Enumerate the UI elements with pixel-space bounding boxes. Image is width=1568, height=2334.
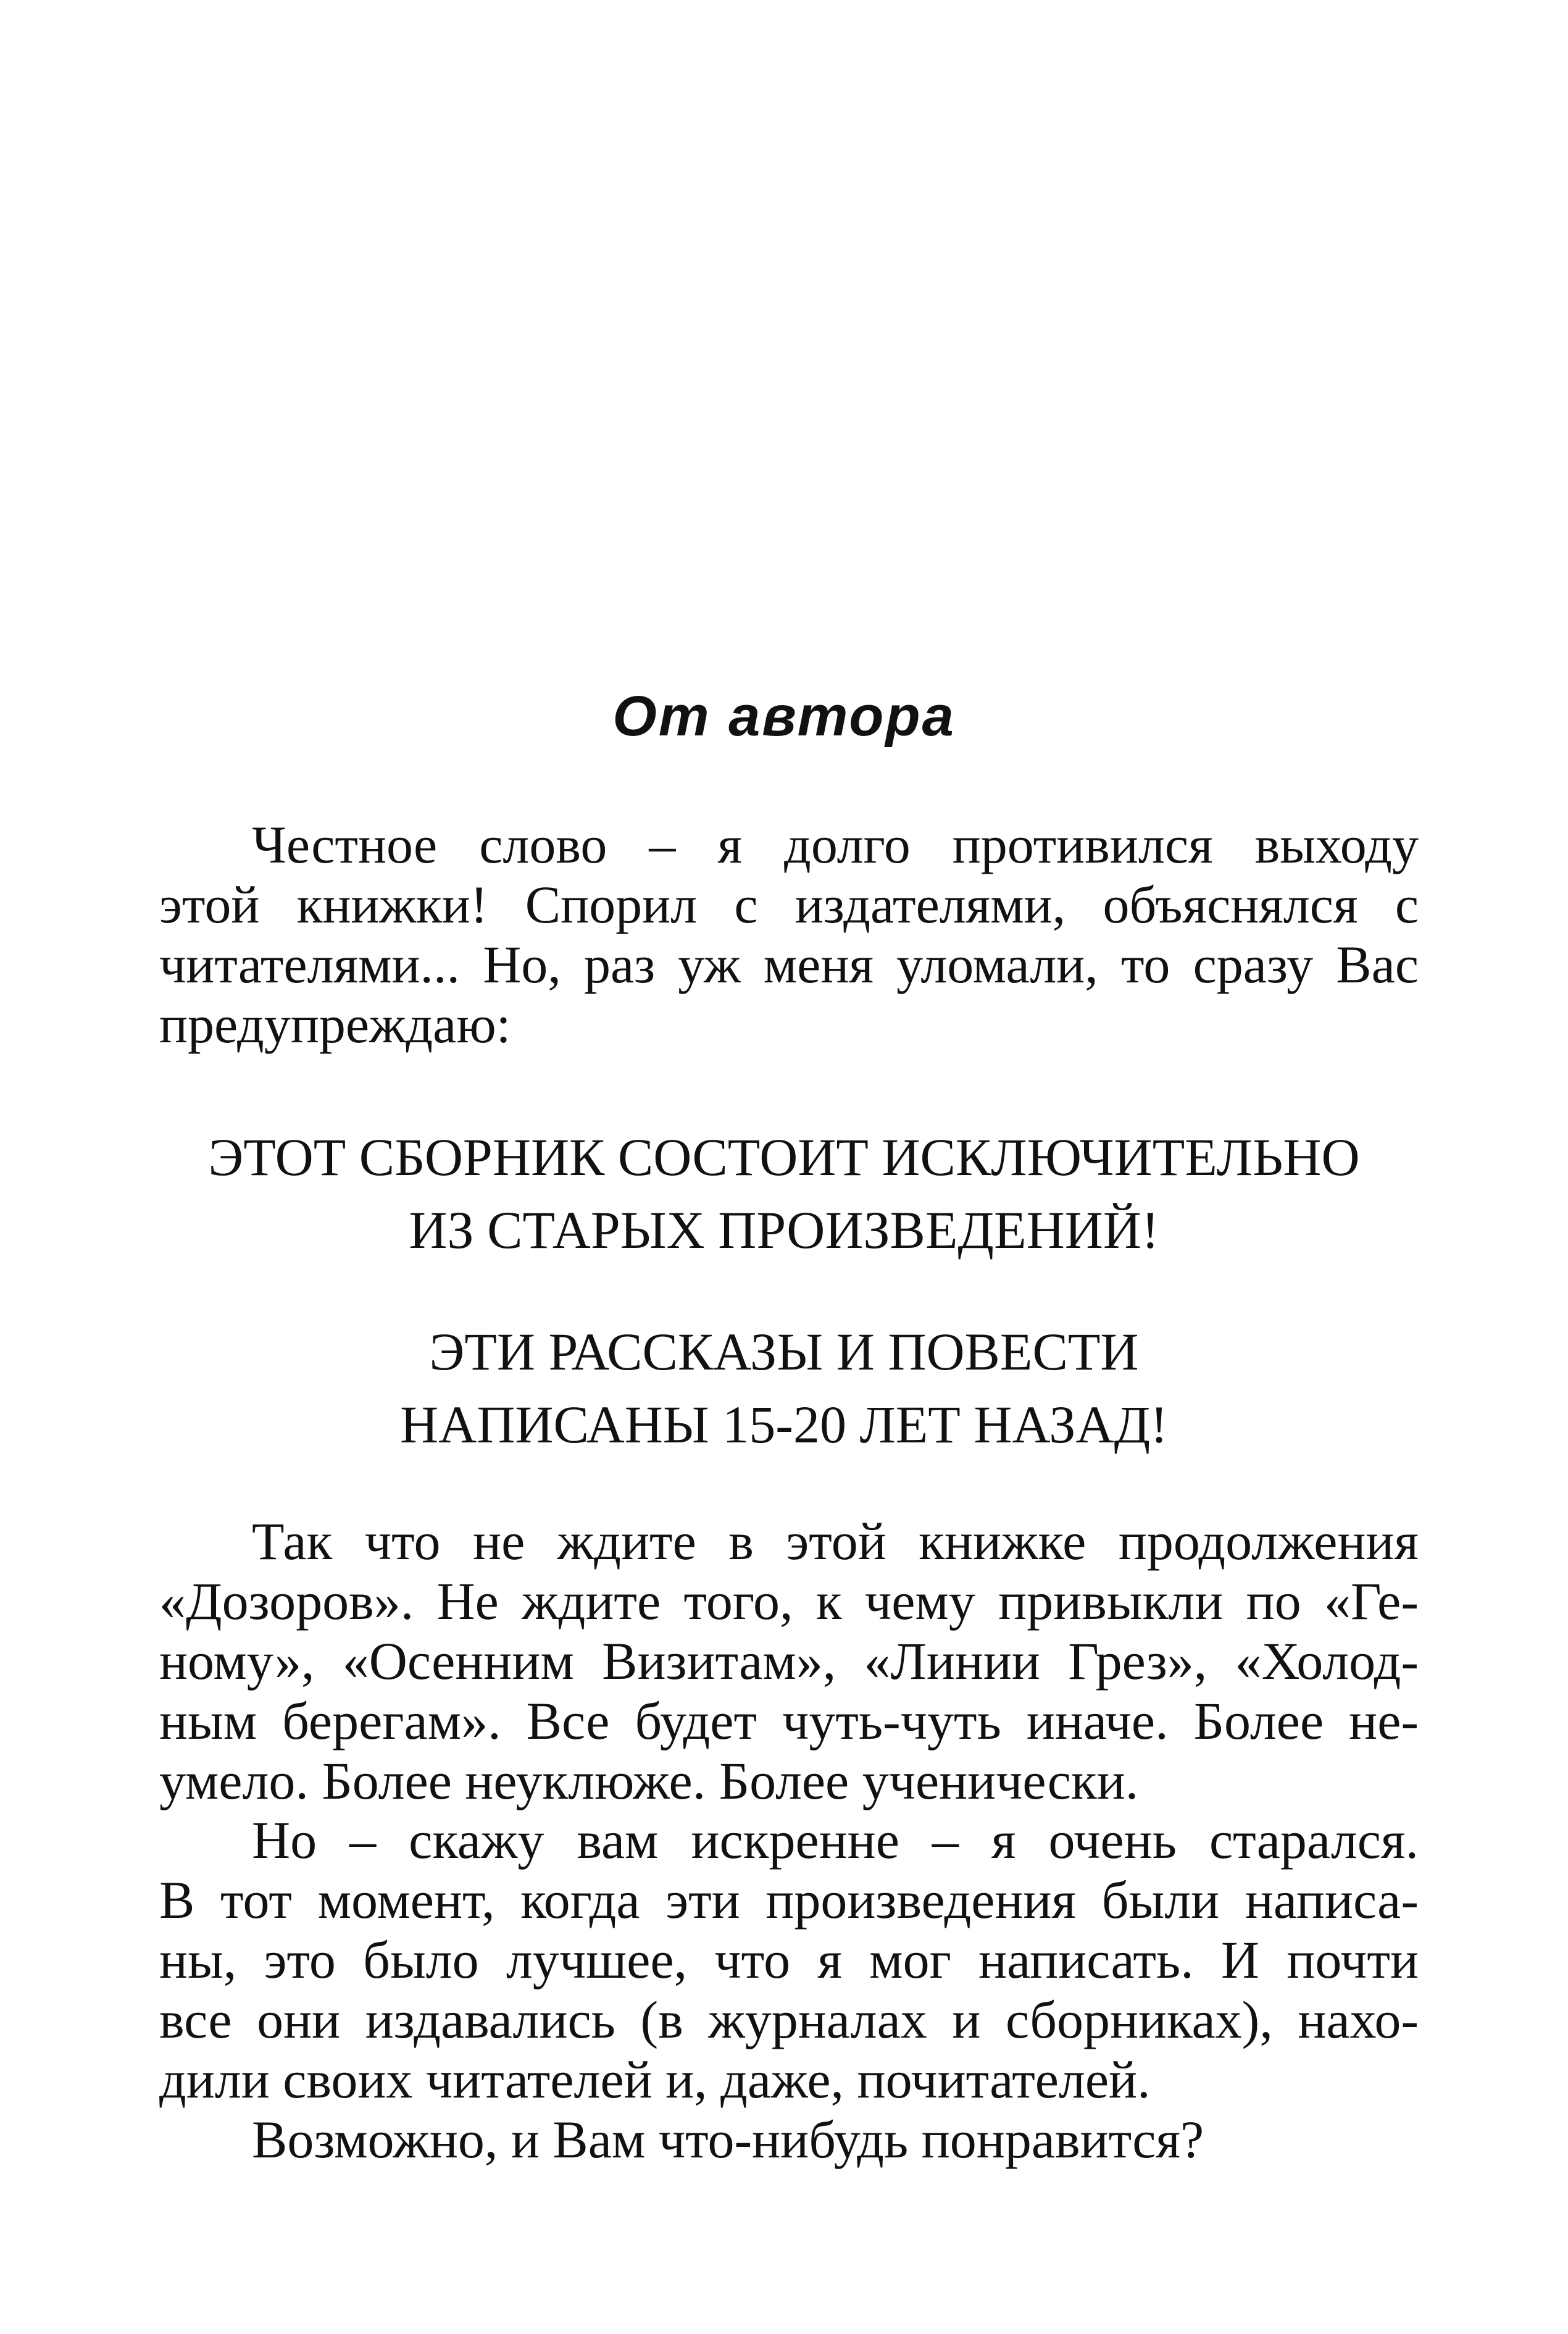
section-heading: От автора — [612, 685, 956, 748]
intro-line: предупреждаю: — [159, 995, 511, 1054]
expectations-paragraph — [159, 1512, 1419, 1811]
closing-line: Возможно, и Вам что-нибудь понравится? — [252, 2110, 1204, 2169]
paragraph-line: «Дозоров». Не ждите того, к чему привыкли по «Ге- — [159, 1571, 1419, 1631]
closing-paragraph — [159, 2110, 1419, 2170]
paragraph-line: ны, это было лучшее, что я мог написать. И почти — [159, 1930, 1419, 1989]
paragraph-line: Так что не ждите в этой книжке продолжения — [252, 1512, 1419, 1571]
paragraph-line: ному», «Осенним Визитам», «Линии Грез», «Холод- — [159, 1631, 1419, 1691]
notice-line: НАПИСАНЫ 15-20 ЛЕТ НАЗАД! — [400, 1395, 1168, 1454]
notice-line: ЭТОТ СБОРНИК СОСТОИТ ИСКЛЮЧИТЕЛЬНО — [208, 1127, 1360, 1187]
paragraph-line: дили своих читателей и, даже, почитателей. — [159, 2050, 1151, 2109]
paragraph-line: В тот момент, когда эти произведения были написа- — [159, 1870, 1419, 1930]
sincerity-paragraph — [159, 1810, 1419, 2110]
paragraph-line: все они издавались (в журналах и сборниках), нахо- — [159, 1990, 1419, 2049]
intro-line: этой книжки! Спорил с издателями, объяснялся с — [159, 875, 1419, 934]
intro-line: читателями... Но, раз уж меня уломали, то сразу Вас — [159, 935, 1419, 994]
notice-line: ИЗ СТАРЫХ ПРОИЗВЕДЕНИЙ! — [409, 1200, 1159, 1260]
paragraph-line: Но – скажу вам искренне – я очень старался. — [252, 1810, 1419, 1870]
notice-old-works — [0, 1121, 1568, 1266]
notice-written-ago — [0, 1315, 1568, 1461]
paragraph-line: ным берегам». Все будет чуть-чуть иначе. Более не- — [159, 1691, 1419, 1750]
notice-line: ЭТИ РАССКАЗЫ И ПОВЕСТИ — [429, 1322, 1139, 1381]
intro-line: Честное слово – я долго противился выходу — [252, 815, 1419, 874]
paragraph-line: умело. Более неуклюже. Более ученически. — [159, 1751, 1139, 1810]
intro-paragraph — [159, 815, 1419, 1055]
